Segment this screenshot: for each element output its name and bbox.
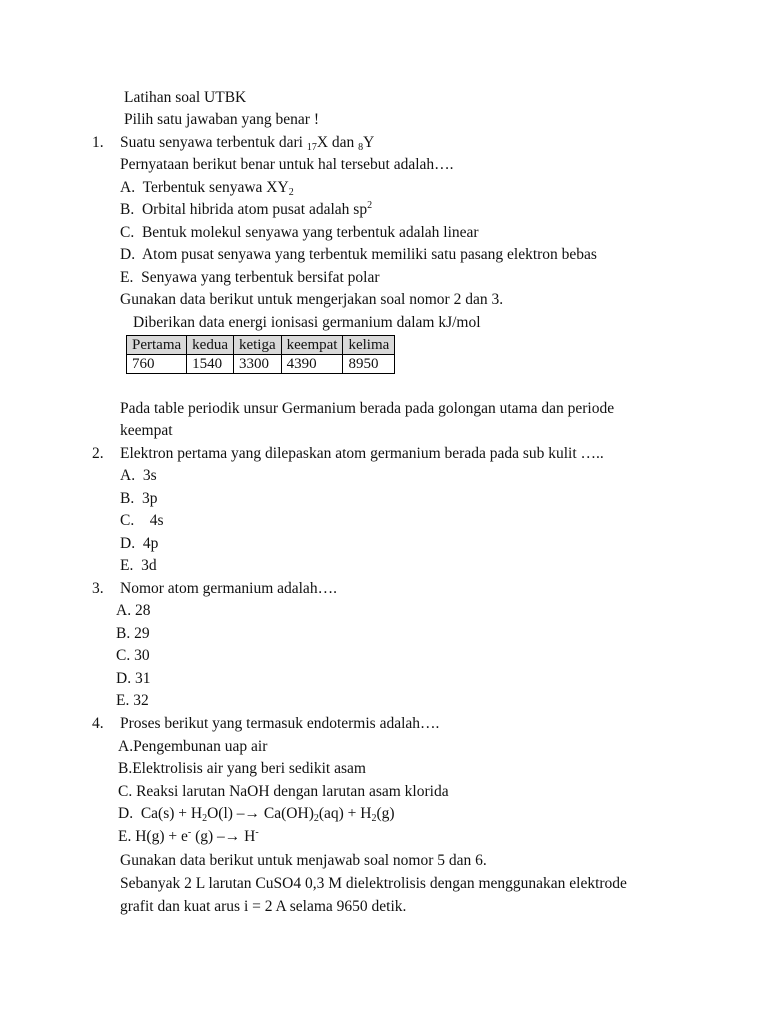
instruction-text: Pilih satu jawaban yang benar ! [124,111,319,128]
q4-option-d: D. $Ca(s) + H_2O(l) -\to Ca(OH)_2(aq) + H_2(g)$ [118,805,395,824]
arrow-icon: –→ [217,828,241,845]
table-row [127,355,395,374]
q1-option-d: D. Atom pusat senyawa yang terbentuk memiliki satu pasang elektron bebas [120,246,597,263]
table-header-cell: kelima [343,336,395,355]
q2-option-e: E. 3d [120,557,157,574]
q4-option-c: C. Reaksi larutan NaOH dengan larutan asam klorida [118,783,449,800]
electrolysis-line-1: Sebanyak 2 L larutan CuSO4 0,3 M dielektrolisis dengan menggunakan elektrode [120,875,627,892]
q1-option-a: A. Terbentuk senyawa $XY_2$ [120,179,294,198]
q3-option-d: D. 31 [116,670,151,687]
table-header-cell: ketiga [233,336,281,355]
table-header-cell: kedua [187,336,234,355]
question-2-stem: Elektron pertama yang dilepaskan atom germanium berada pada sub kulit ….. [120,445,604,462]
intro-questions-2-3: Gunakan data berikut untuk mengerjakan soal nomor 2 dan 3. [120,291,504,308]
table-header-cell: Pertama [127,336,187,355]
q4-option-e: E. H(g) + e- (g) –→ H- [118,827,259,845]
table-cell: 4390 [281,355,343,374]
table-cell: 1540 [187,355,234,374]
periodic-note-line-2: keempat [120,422,173,439]
q3-option-c: C. 30 [116,647,150,664]
q1-option-b: B. Orbital hibrida atom pusat adalah $sp^2$ [120,200,373,218]
q2-option-b: B. 3p [120,490,158,507]
table-cell: 760 [127,355,187,374]
table-cell: 8950 [343,355,395,374]
q1-option-e: E. Senyawa yang terbentuk bersifat polar [120,269,380,286]
worksheet-title: Latihan soal UTBK [124,89,247,106]
q3-option-b: B. 29 [116,625,150,642]
q2-option-a: A. 3s [120,467,157,484]
q4-option-a: A.Pengembunan uap air [118,738,268,755]
question-1-stem: Suatu senyawa terbentuk dari $_{17}$X dan $_8$Y [120,134,375,153]
table-cell: 3300 [233,355,281,374]
periodic-note-line-1: Pada table periodik unsur Germanium berada pada golongan utama dan periode [120,400,615,417]
electrolysis-line-2: grafit dan kuat arus i = 2 A selama 9650 detik. [120,898,407,915]
q4-option-b: B.Elektrolisis air yang beri sedikit asam [118,760,366,777]
q1-option-c: C. Bentuk molekul senyawa yang terbentuk adalah linear [120,224,479,241]
table-header-cell: keempat [281,336,343,355]
question-3-stem: Nomor atom germanium adalah…. [120,580,337,597]
table-header-row [127,336,395,355]
question-1-number: 1. [92,134,104,151]
question-2-number: 2. [92,445,104,462]
table-caption: Diberikan data energi ionisasi germanium dalam kJ/mol [133,314,481,331]
question-4-stem: Proses berikut yang termasuk endotermis adalah…. [120,715,440,732]
question-3-number: 3. [92,580,104,597]
ionization-energy-table [126,335,395,374]
q3-option-a: A. 28 [116,602,151,619]
intro-questions-5-6: Gunakan data berikut untuk menjawab soal nomor 5 dan 6. [120,852,487,869]
q2-option-d: D. 4p [120,535,159,552]
q3-option-e: E. 32 [116,692,149,709]
question-1-statement: Pernyataan berikut benar untuk hal tersebut adalah…. [120,156,454,173]
question-4-number: 4. [92,715,104,732]
q2-option-c: C. 4s [120,512,164,529]
arrow-icon: –→ [236,805,261,822]
